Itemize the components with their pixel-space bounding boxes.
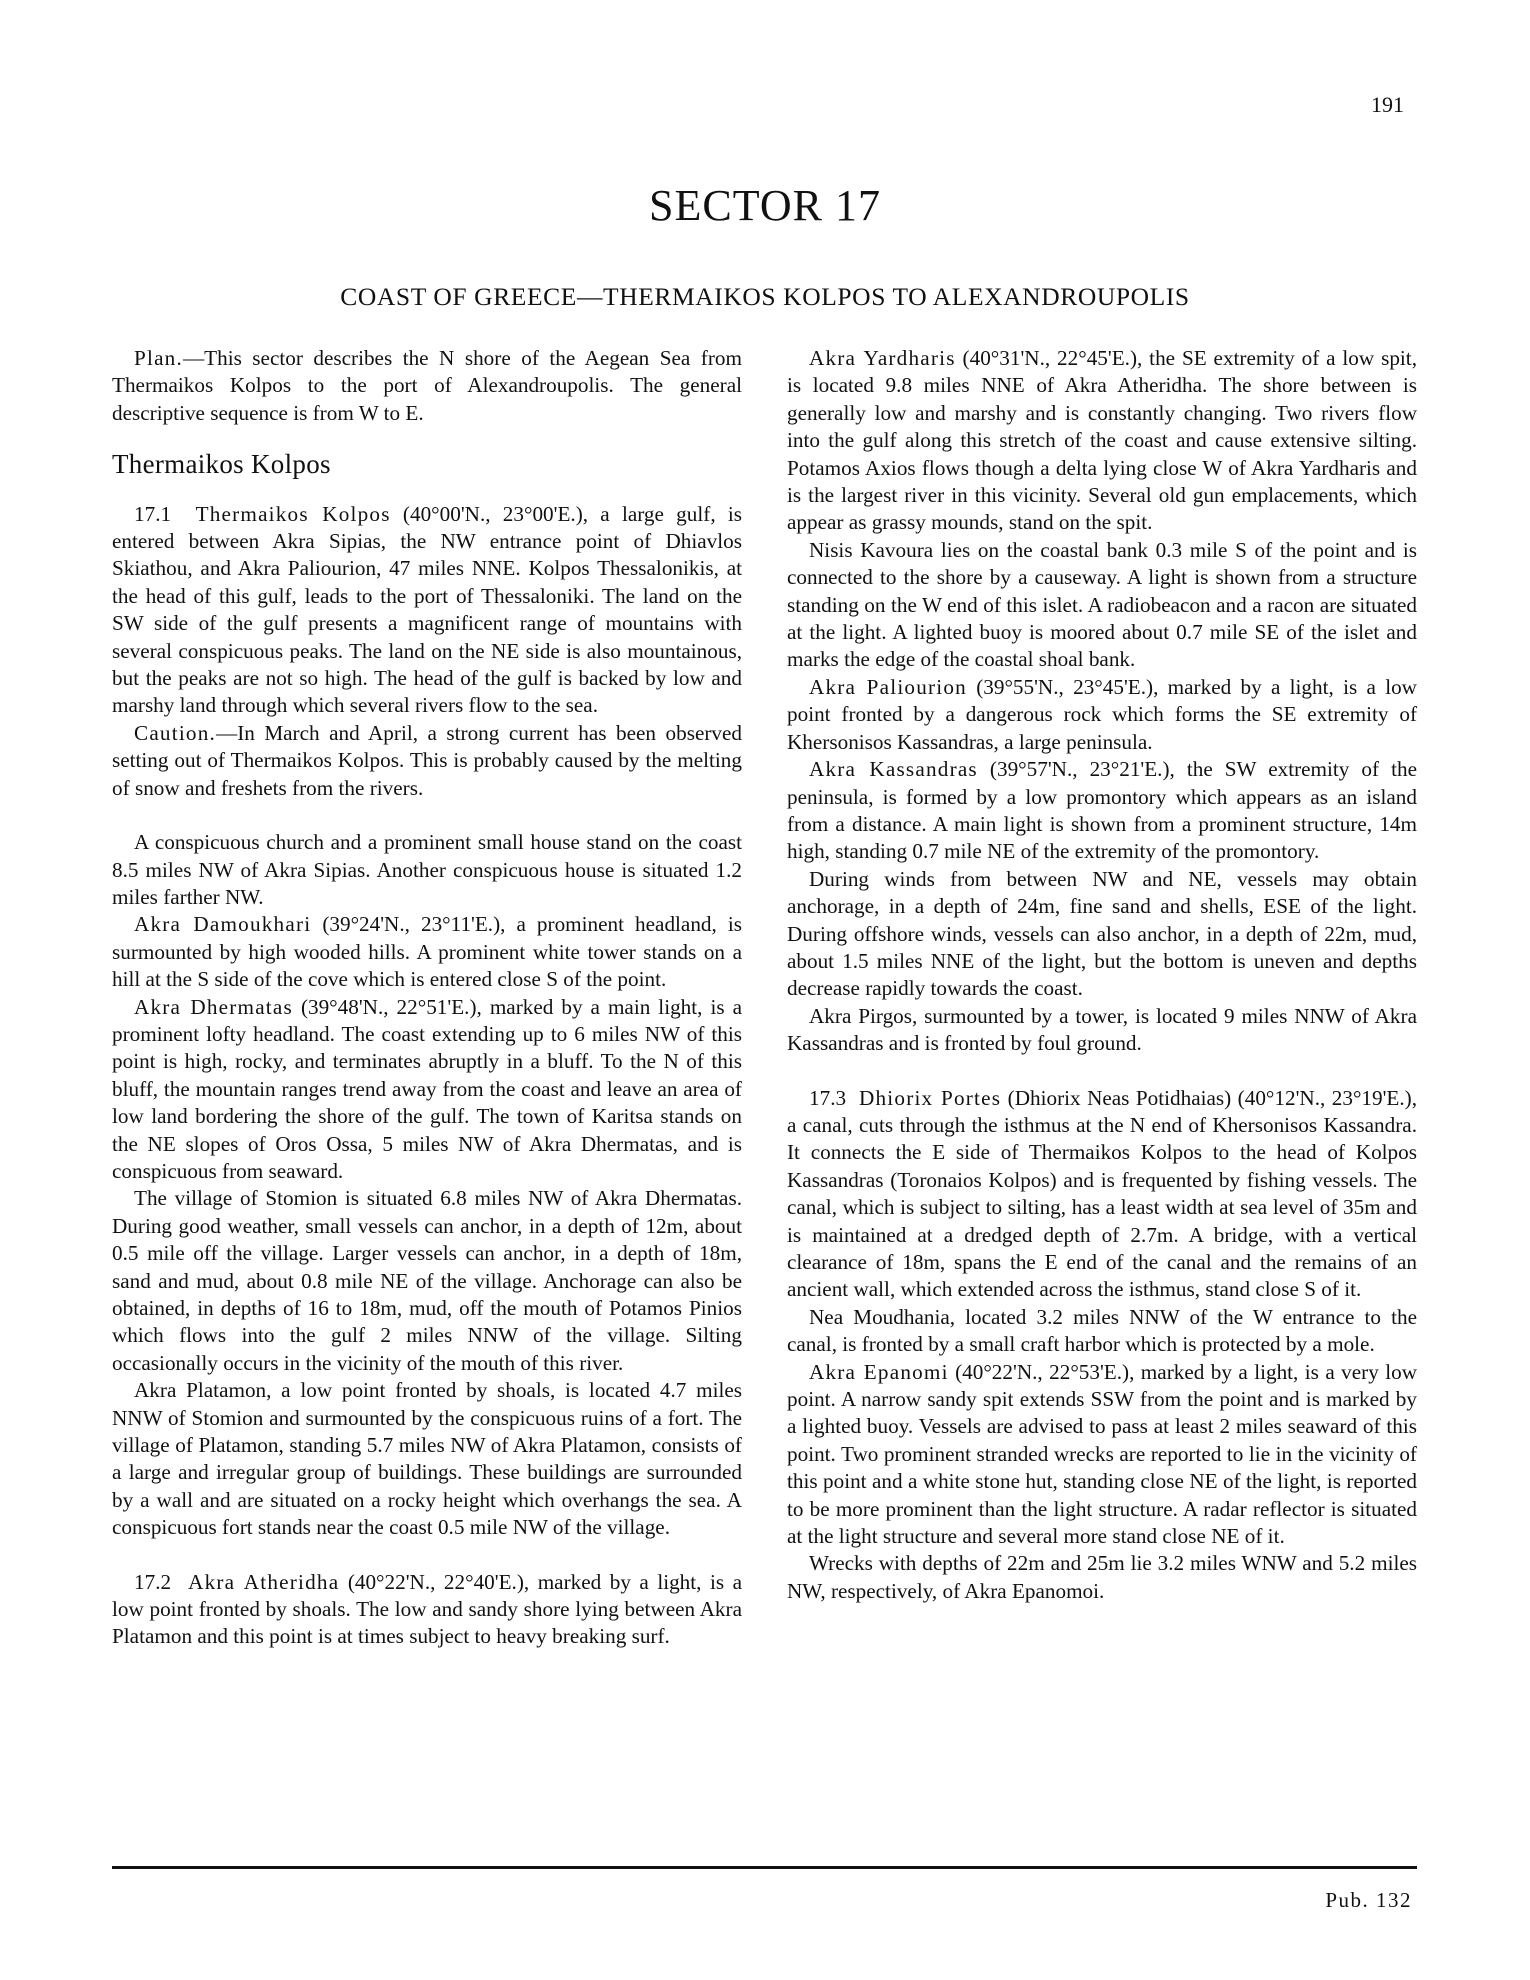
paragraph-17-3 [787,1085,1417,1304]
moudhania-paragraph: Nea Moudhania, located 3.2 miles NNW of the W entrance to the canal, is fronted by a small craft harbor which is protected by a mole. [787,1304,1417,1357]
paragraph-text: (40°22'N., 22°53'E.), marked by a light, is a very low point. A narrow sandy spit extends SSW from the point and is marked by a lighted buoy. Vessels are advised to pass at least 2 miles seaward of this point. Two prominent stranded wrecks are reported to lie in the vicinity of this point and a white stone hut, standing close NE of the light, is reported to be more prominent than the light structure. A radar reflector is situated at the light structure and several more stand close NE of it. [787,1359,1417,1549]
paragraph-17-1 [112,501,742,720]
wrecks-paragraph: Wrecks with depths of 22m and 25m lie 3.2 miles WNW and 5.2 miles NW, respectively, of Akra Epanomoi. [787,1551,1417,1603]
place-name: Thermaikos Kolpos [195,501,391,526]
place-name: Akra Damoukhari [134,912,312,937]
right-column [787,345,1417,1605]
caution-paragraph [112,720,742,802]
paragraph-17-2 [112,1569,742,1651]
damoukhari-paragraph [112,911,742,993]
paragraph-text: (Dhiorix Neas Potidhaias) (40°12'N., 23°19'E.), a canal, cuts through the isthmus at the N end of Khersonisos Kassandra. It connects the E side of Thermaikos Kolpos to the head of Kolpos Kassandras (Toronaios Kolpos) and is frequented by fishing vessels. The canal, which is subject to silting, has a least width at sea level of 35m and is maintained at a dredged depth of 2.7m. A bridge, with a vertical clearance of 18m, spans the E end of the canal and the remains of an ancient wall, which extended across the isthmus, stand close S of it. [787,1085,1418,1302]
paragraph-number: 17.3 [809,1085,847,1110]
paragraph-text: (40°22'N., 22°40'E.), marked by a light, is a low point fronted by shoals. The low and sandy shore lying between Akra Platamon and this point is at times subject to heavy breaking surf. [112,1569,742,1649]
paragraph-text: (40°00'N., 23°00'E.), a large gulf, is entered between Akra Sipias, the NW entrance point of Dhiavlos Skiathou, and Akra Paliourion, 47 miles NNE. Kolpos Thessalonikis, at the head of this gulf, leads to the port of Thessaloniki. The land on the SW side of the gulf presents a magnificent range of mountains with several conspicuous peaks. The land on the NE side is also mountainous, but the peaks are not so high. The head of the gulf is backed by low and marshy land through which several rivers flow to the sea. [112,501,742,718]
caution-lead: Caution. [134,720,216,745]
place-name: Akra Yardharis [809,346,956,370]
paliourion-paragraph [787,674,1417,756]
caution-text: —In March and April, a strong current has been observed setting out of Thermaikos Kolpos. This is probably caused by the melting of snow and freshets from the rivers. [112,720,742,800]
sector-title: SECTOR 17 [649,181,881,230]
paragraph-number: 17.2 [134,1569,172,1594]
paragraph-text: (39°57'N., 23°21'E.), the SW extremity of the peninsula, is formed by a low promontory which appears as an island from a distance. A main light is shown from a prominent structure, 14m high, standing 0.7 mile NE of the extremity of the promontory. [787,757,1417,864]
paragraph-text: (39°48'N., 22°51'E.), marked by a main light, is a prominent lofty headland. The coast extending up to 6 miles NW of this point is high, rocky, and terminates abruptly in a bluff. To the N of this bluff, the mountain ranges trend away from the coast and leave an area of low land bordering the shore of the gulf. The town of Karitsa stands on the NE slopes of Oros Ossa, 5 miles NW of Akra Dhermatas, and is conspicuous from seaward. [112,994,742,1183]
yardharis-paragraph [787,345,1417,537]
section-heading: Thermaikos Kolpos [112,449,331,480]
stomion-paragraph: The village of Stomion is situated 6.8 miles NW of Akra Dhermatas. During good weather, small vessels can anchor, in a depth of 12m, about 0.5 mile off the village. Larger vessels can anchor, in a depth of 18m, sand and mud, about 0.8 mile NE of the village. Anchorage can also be obtained, in depths of 16 to 18m, mud, off the mouth of Potamos Pinios which flows into the gulf 2 miles NNW of the village. Silting occasionally occurs in the vicinity of the mouth of this river. [112,1186,742,1375]
publication-number: Pub. 132 [1325,1888,1412,1912]
kassandras-paragraph [787,756,1417,866]
platamon-paragraph: Akra Platamon, a low point fronted by shoals, is located 4.7 miles NNW of Stomion and surmounted by the conspicuous ruins of a fort. The village of Platamon, standing 5.7 miles NW of Akra Platamon, consists of a large and irregular group of buildings. These buildings are surrounded by a wall and are situated on a rocky height which overhangs the sea. A conspicuous fort stands near the coast 0.5 mile NW of the village. [112,1378,742,1540]
left-column [112,345,742,1651]
plan-paragraph [112,345,742,427]
church-paragraph: A conspicuous church and a prominent small house stand on the coast 8.5 miles NW of Akra Sipias. Another conspicuous house is situated 1.2 miles farther NW. [112,830,742,909]
place-name: Akra Dhermatas [134,994,293,1019]
paragraph-text: (39°24'N., 23°11'E.), a prominent headland, is surmounted by high wooded hills. A prominent white tower stands on a hill at the S side of the cove which is entered close S of the point. [112,912,742,992]
footer-rule [112,1866,1417,1869]
epanomi-paragraph [787,1359,1417,1551]
plan-text: —This sector describes the N shore of the Aegean Sea from Thermaikos Kolpos to the port of Alexandroupolis. The general descriptive sequence is from W to E. [112,346,742,425]
paragraph-number: 17.1 [134,501,172,526]
plan-lead: Plan. [134,346,183,370]
paragraph-text: (39°55'N., 23°45'E.), marked by a light, is a low point fronted by a dangerous rock which forms the SE extremity of Khersonisos Kassandras, a large peninsula. [787,674,1417,754]
place-name: Dhiorix Portes [859,1085,1002,1110]
place-name: Akra Kassandras [809,757,978,782]
place-name: Akra Paliourion [809,674,967,699]
place-name: Akra Atheridha [188,1569,340,1594]
kavoura-paragraph: Nisis Kavoura lies on the coastal bank 0.3 mile S of the point and is connected to the shore by a causeway. A light is shown from a structure standing on the W end of this islet. A radiobeacon and a racon are situated at the light. A lighted buoy is moored about 0.7 mile SE of the islet and marks the edge of the coastal shoal bank. [787,537,1417,672]
page-number: 191 [1371,92,1404,117]
sector-subtitle: COAST OF GREECE—THERMAIKOS KOLPOS TO ALEXANDROUPOLIS [340,282,1190,311]
paragraph-text: (40°31'N., 22°45'E.), the SE extremity of a low spit, is located 9.8 miles NNE of Akra Atheridha. The shore between is generally low and marshy and is constantly changing. Two rivers flow into the gulf along this stretch of the coast and cause extensive silting. Potamos Axios flows though a delta lying close W of Akra Yardharis and is the largest river in this vicinity. Several old gun emplacements, which appear as grassy mounds, stand on the spit. [787,346,1417,535]
dhermatas-paragraph [112,994,742,1186]
winds-paragraph: During winds from between NW and NE, vessels may obtain anchorage, in a depth of 24m, fine sand and shells, ESE of the light. During offshore winds, vessels can also anchor, in a depth of 22m, mud, about 1.5 miles NNE of the light, but the bottom is uneven and depths decrease rapidly towards the coast. [787,866,1417,1001]
place-name: Akra Epanomi [809,1359,949,1384]
pirgos-paragraph: Akra Pirgos, surmounted by a tower, is located 9 miles NNW of Akra Kassandras and is fronted by foul ground. [787,1003,1417,1056]
